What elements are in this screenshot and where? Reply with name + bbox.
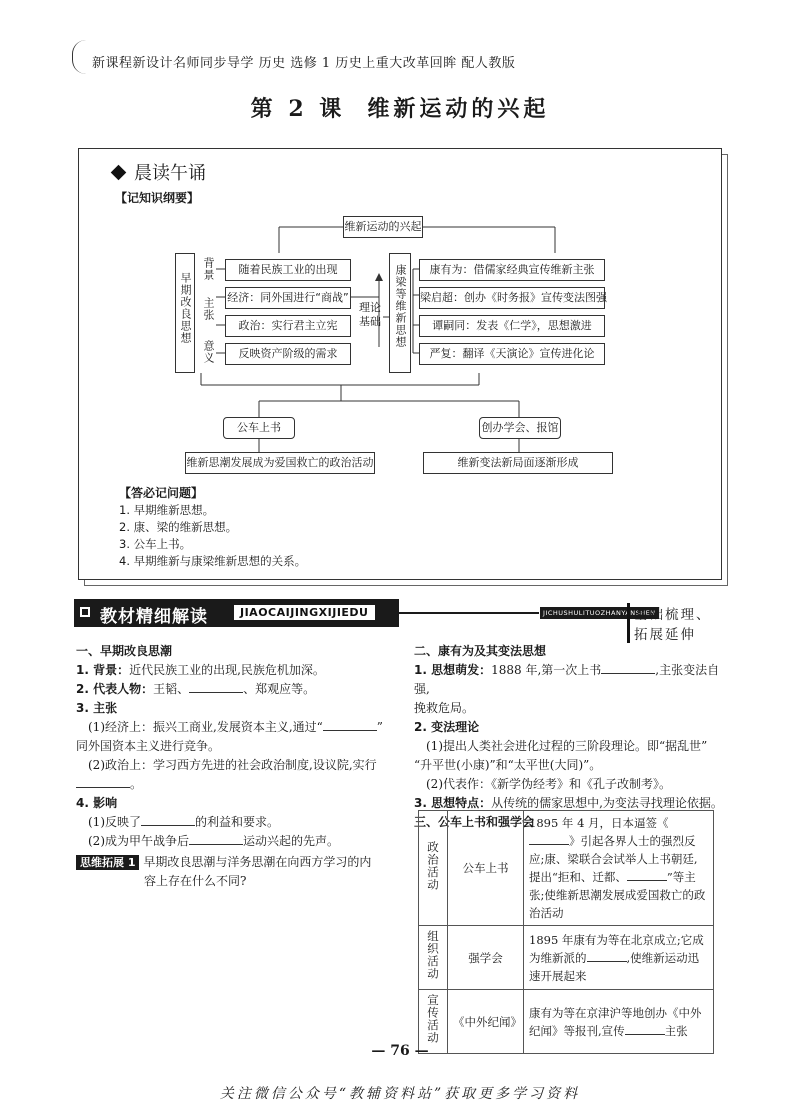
- questions-block: [119, 485, 306, 570]
- promo-footer: 关注微信公众号“教辅资料站”获取更多学习资料: [219, 1086, 581, 1102]
- bottom-left-node: 公车上书: [223, 417, 295, 439]
- fill-blank[interactable]: [189, 681, 243, 693]
- left-group-title: 早期改良思想: [175, 253, 195, 373]
- header-decoration: [72, 40, 86, 74]
- left-column: 一、早期改良思潮 1. 背景：近代民族工业的出现,民族危机加深。 2. 代表人物：王韬、 、郑观应等。 3. 主张 (1)经济上：振兴工商业,发展资本主义,通过“ ” 同外国资本主义进行竞争。 (2)政治上：学习西方先进的社会政治制度,设议院,实行 。 4. 影响 (1)反映了 的利益和要求。 (2)成为甲午战争后 运动兴起的先声。 思维拓展 1 早期改良思潮与洋务思潮在向西方学习的内 容上存在什么不同?: [76, 642, 394, 891]
- banner-pinyin: JIAOCAIJINGXIJIEDU: [234, 605, 375, 620]
- section-1-title: 一、早期改良思潮: [76, 644, 173, 658]
- right-item: 谭嗣同：发表《仁学》，思想激进: [419, 315, 605, 337]
- lesson-number: 第 2 课: [250, 96, 346, 122]
- table-row: 宣传活动 《中外纪闻》 康有为等在京津沪等地创办《中外纪闻》等报刊,宣传 主张: [419, 990, 714, 1054]
- claims-label: 主张: [202, 297, 215, 321]
- activities-table: [418, 810, 714, 1054]
- diagram-root: 维新运动的兴起: [343, 216, 423, 238]
- right-item: 严复：翻译《天演论》宣传进化论: [419, 343, 605, 365]
- fill-blank[interactable]: [601, 662, 655, 674]
- bottom-right-node: 创办学会、报馆: [479, 417, 561, 439]
- fill-blank[interactable]: [627, 869, 667, 881]
- section-2-title: 二、康有为及其变法思想: [414, 644, 547, 658]
- fill-blank[interactable]: [189, 833, 243, 845]
- background-label: 背景: [202, 257, 215, 281]
- link-label-theory: 理论: [359, 301, 381, 314]
- right-column: 二、康有为及其变法思想 1. 思想萌发：1888 年,第一次上书 ,主张变法自强, 挽救危局。 2. 变法理论 (1)提出人类社会进化过程的三阶段理论。即“据乱世” “升平世(小康)”和“太平世(大同)”。 (2)代表作：《新学伪经考》和《孔子改制考》。 3. 思想特点：从传统的儒家思想中,为变法寻找理论依据。 三、公车上书和强学会: [414, 642, 726, 832]
- fill-blank[interactable]: [529, 833, 569, 845]
- thinking-tag: 思维拓展 1: [76, 855, 139, 870]
- banner-sub-pinyin: JICHUSHULITUOZHANYANSHEN: [540, 607, 659, 619]
- left-item: 经济：同外国进行“商战”: [225, 287, 351, 309]
- fill-blank[interactable]: [587, 950, 627, 962]
- question-item: 2. 康、梁的维新思想。: [119, 520, 238, 534]
- section-heading: 晨读午诵: [113, 159, 206, 185]
- lesson-title: [0, 92, 800, 123]
- left-item: 反映资产阶级的需求: [225, 343, 351, 365]
- questions-label: 【答必记问题】: [119, 486, 204, 500]
- right-item: 梁启超：创办《时务报》宣传变法图强: [419, 287, 605, 309]
- table-row: 组织活动 强学会 1895 年康有为等在北京成立;它成为维新派的 ,使维新运动迅速开展起来: [419, 926, 714, 990]
- question-item: 3. 公车上书。: [119, 537, 192, 551]
- morning-reading-box: [78, 148, 722, 580]
- banner-right-text: 基础梳理、拓展延伸: [627, 603, 726, 643]
- fill-blank[interactable]: [323, 719, 377, 731]
- outline-label: 【记知识纲要】: [115, 191, 200, 205]
- question-item: 1. 早期维新思想。: [119, 503, 215, 517]
- right-group-title: 康梁等维新思想: [389, 253, 411, 373]
- running-header: 新课程新设计名师同步导学 历史 选修 1 历史上重大改革回眸 配人教版: [92, 56, 516, 71]
- right-item: 康有为：借儒家经典宣传维新主张: [419, 259, 605, 281]
- fill-blank[interactable]: [141, 814, 195, 826]
- link-label-basis: 基础: [359, 315, 381, 328]
- table-row: 政治活动 公车上书 1895 年 4 月，日本逼签《》引起各界人士的强烈反应;康、梁联合会试举人上书朝廷,提出“拒和、迁都、 ”等主张;使维新思潮发展成爱国救亡的政治活动: [419, 811, 714, 926]
- question-item: 4. 早期维新与康梁维新思想的关系。: [119, 554, 307, 568]
- page-number: — 76 —: [371, 1043, 429, 1059]
- left-item: 随着民族工业的出现: [225, 259, 351, 281]
- result-right: 维新变法新局面逐渐形成: [423, 452, 613, 474]
- left-item: 政治：实行君主立宪: [225, 315, 351, 337]
- banner-title: 教材精细解读: [100, 607, 208, 627]
- section-banner: [74, 599, 726, 643]
- lesson-name: 维新运动的兴起: [367, 96, 550, 122]
- result-left: 维新思潮发展成为爱国救亡的政治活动: [185, 452, 375, 474]
- section-3-title: 三、公车上书和强学会: [414, 815, 535, 829]
- meaning-label: 意义: [202, 340, 215, 364]
- fill-blank[interactable]: [76, 776, 130, 788]
- fill-blank[interactable]: [625, 1023, 665, 1035]
- square-icon: [80, 607, 90, 617]
